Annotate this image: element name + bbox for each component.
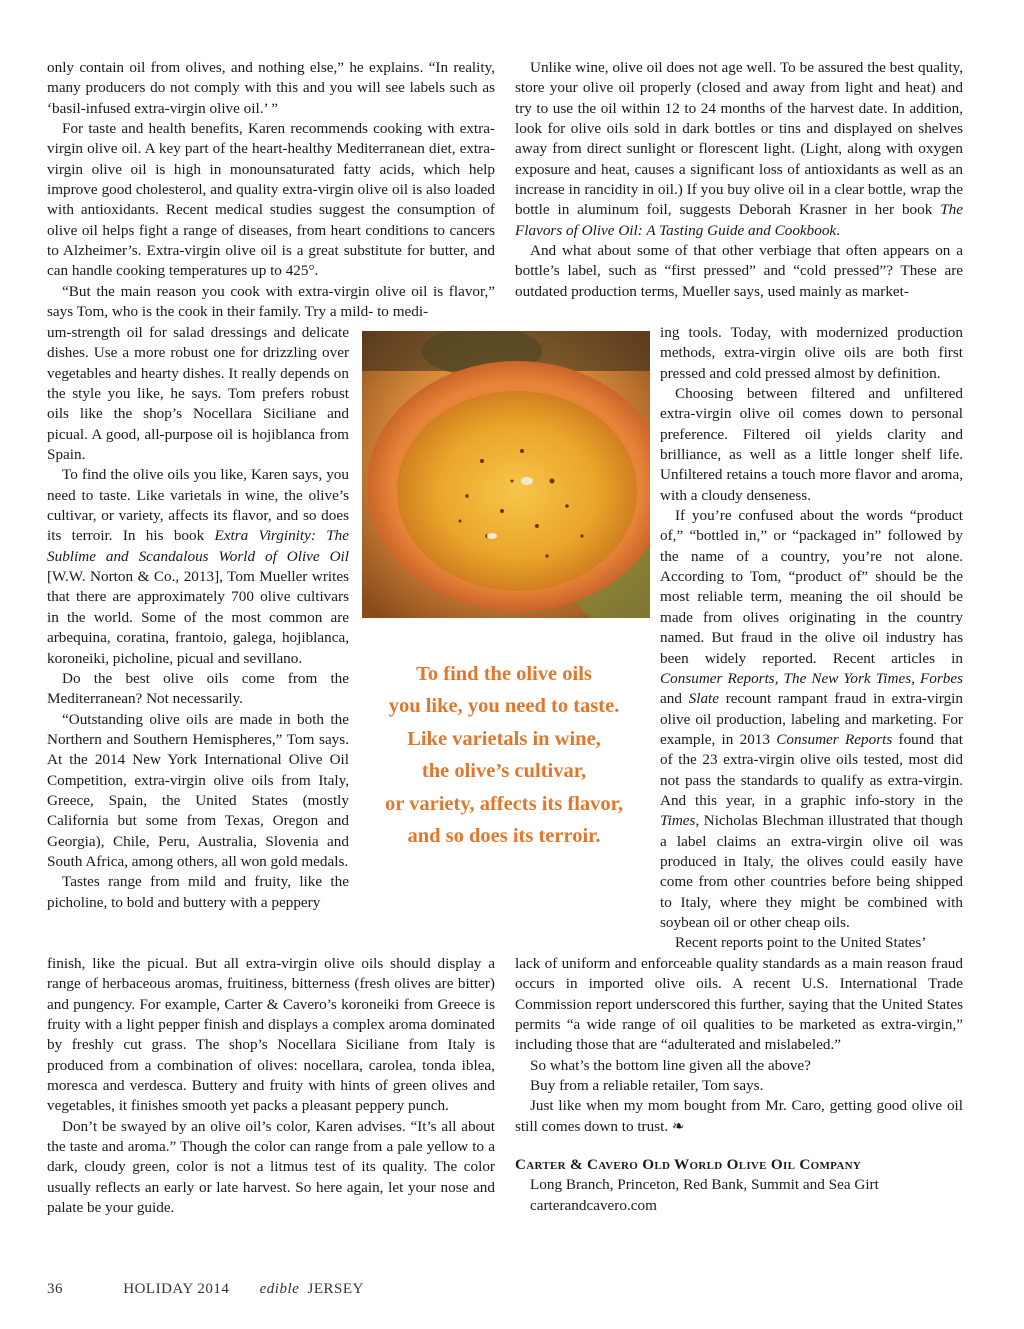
book-title: The Flavors of Olive Oil: A Tasting Guide and Cookbook [515,201,964,239]
page-number: 36 [47,1281,63,1297]
pull-quote-line: the olive’s cultivar, [421,760,587,783]
pull-quote-line: To find the olive oils [416,663,592,685]
paragraph-text: To find the olive oils you like, Karen says, you need to taste. Like varietals in wine, the olive’s cultivar, or variety, affects its flavor, and so does its terroir. In his book [47,466,349,545]
paragraph: And what about some of that other verbiage that often appears on a bottle’s label, such as “first pressed” and “cold pressed”? These are outdated production terms, Mueller says, used mainly as market- [515,242,963,300]
paragraph-text: recount rampant fraud in extra-virgin olive oil production, labeling and marketing. For example, in 2013 [660,690,963,748]
paragraph: finish, like the picual. But all extra-virgin olive oils should display a range of herbaceous aromas, fruitiness, bitterness (fresh olives are bitter) and pungency. For example, Carter & Cavero’s koroneiki from Greece is fruity with a light pepper finish and displays a complex aroma dominated by freshly cut grass. The shop’s Nocellara Siciliane from Italy is produced from a combination of olives: nocellara, carolea, tonda iblea, moresca and verdesca. Buttery and fruity with hints of green olives and vegetables, it finishes smooth yet packs a pleasant peppery punch. [47,955,495,1115]
right-column [515,58,963,302]
publication-name: Slate [688,690,719,708]
credit-url: carterandcavero.com [530,1196,657,1214]
olive-oil-bowl-photo [362,331,650,618]
paragraph-text: , Nicholas Blechman illustrated that though a label claims an extra-virgin olive oil was produced in Italy, the olives could easily have come from other countries before being shipped to Italy, where they might be combined with soybean oil or other cheap oils. [660,812,963,931]
right-narrow-column [660,323,963,954]
right-bottom-column [515,954,963,1216]
publication-name: Times [660,812,696,830]
publication-names: Consumer Reports, The New York Times, Forbes [660,669,963,687]
paragraph-text: [W.W. Norton & Co., 2013], Tom Mueller writes that there are approximately 700 olive cultivars in the world. Some of the most common are arbequina, coratina, frantoio, galega, hojiblanca, koroneiki, picholine, picual and sevillano. [47,568,349,667]
paragraph: For taste and health benefits, Karen recommends cooking with extra-virgin olive oil. A key part of the heart-healthy Mediterranean diet, extra-virgin olive oil is high in monounsaturated fatty acids, which help improve good cholesterol, and quality extra-virgin olive oil is also loaded with antioxidants. Recent medical studies suggest the consumption of olive oil helps fight a range of diseases, from heart conditions to cancers to Alzheimer’s. Extra-virgin olive oil is a great substitute for butter, and can handle cooking temperatures up to 425°. [47,120,495,280]
paragraph [660,506,963,933]
left-narrow-column [47,323,349,913]
paragraph: Just like when my mom bought from Mr. Caro, getting good olive oil still comes down to trust. ❧ [515,1097,963,1135]
paragraph-text: Unlike wine, olive oil does not age well. To be assured the best quality, store your olive oil properly (closed and away from light and heat) and try to use the oil within 12 to 24 months of the harvest date. In addition, look for olive oils sold in dark bottles or tins and displayed on shelves away from direct sunlight or florescent light. (Light, along with oxygen exposure and heat, causes a significant loss of antioxidants as well as an increase in rancidity in oil.) If you buy olive oil in a clear bottle, wrap the bottle in aluminum foil, suggests Deborah Krasner in her book [515,59,963,219]
paragraph: “Outstanding olive oils are made in both the Northern and Southern Hemispheres,” Tom says. At the 2014 New York International Olive Oil Competition, extra-virgin olive oils from Italy, Greece, Spain, the United States (mostly California but some from Texas, Oregon and Georgia), Chile, Peru, Australia, Slovenia and South Africa, among others, all won gold medals. [47,710,349,870]
left-bottom-column [47,954,495,1218]
pull-quote-line: you like, you need to taste. [388,695,620,718]
book-title: Extra Virginity: The Sublime and Scandalous World of Olive Oil [47,527,349,565]
publication-name: Consumer Reports [776,730,893,748]
page-footer [47,1281,364,1298]
paragraph: Do the best olive oils come from the Mediterranean? Not necessarily. [47,669,349,708]
olive-oil-bowl-illustration [362,331,650,618]
paragraph: Tastes range from mild and fruity, like the picholine, to bold and buttery with a peppery [47,873,349,911]
credit-company-name: Carter & Cavero Old World Olive Oil Company [515,1156,862,1174]
pull-quote-line: Like varietals in wine, [407,727,601,750]
paragraph-text: found that of the 23 extra-virgin olive oils tested, most did not pass the standards to qualify as extra-virgin. And this year, in a graphic info-story in the [660,730,963,809]
paragraph: ing tools. Today, with modernized production methods, extra-virgin olive oils are both first pressed and cold pressed almost by definition. [660,324,963,382]
paragraph-text: and [660,690,682,708]
paragraph-text: If you’re confused about the words “product of,” “bottled in,” or “packaged in” followed by the name of a country, you’re not alone. According to Tom, “product of” should be the most reliable term, meaning the oil should be made from olives originating in the country named. But fraud in the olive oil industry has been widely reported. Recent articles in [660,507,963,667]
paragraph: “But the main reason you cook with extra-virgin olive oil is flavor,” says Tom, who is the cook in their family. Try a mild- to medi- [47,282,495,321]
brand-jersey: JERSEY [307,1281,364,1297]
paragraph: So what’s the bottom line given all the above? [530,1056,811,1074]
credit-locations: Long Branch, Princeton, Red Bank, Summit and Sea Girt [530,1176,879,1194]
paragraph: Unlike wine, olive oil does not age well. To be assured the best quality, store your olive oil properly (closed and away from light and heat) and try to use the oil within 12 to 24 months of the harvest date. In addition, look for olive oils sold in dark bottles or tins and displayed on shelves away from direct sunlight or florescent light. (Light, along with oxygen exposure and heat, causes a significant loss of antioxidants as well as an increase in rancidity in oil.) If you buy olive oil in a clear bottle, wrap the bottle in aluminum foil, suggests Deborah Krasner in her book The Flavors of Olive Oil: A Tasting Guide and Cookbook. [515,59,964,239]
pull-quote-line: or variety, affects its flavor, [385,792,623,815]
issue-label: HOLIDAY 2014 [123,1281,230,1297]
paragraph: lack of uniform and enforceable quality standards as a main reason fraud occurs in imported olive oils. A recent U.S. International Trade Commission report underscored this further, saying that the United States permits “a wide range of oil qualities to be marketed as extra-virgin,” including those that are “adulterated and mislabeled.” [515,955,963,1054]
pull-quote [383,658,625,852]
left-column [47,58,495,322]
brand-edible: edible [259,1281,300,1297]
paragraph: Buy from a reliable retailer, Tom says. [530,1077,764,1095]
paragraph: Choosing between filtered and unfiltered extra-virgin olive oil comes down to personal preference. Filtered oil yields clarity and brilliance, as well as a little longer shelf life. Unfiltered retains a touch more flavor and aroma, with a cloudy denseness. [660,385,963,504]
paragraph: only contain oil from olives, and nothing else,” he explains. “In reality, many producers do not comply with this and you will see labels such as ‘basil-infused extra-virgin olive oil.’ ” [47,59,495,117]
paragraph: um-strength oil for salad dressings and delicate dishes. Use a more robust one for drizzling over vegetables and hearty dishes. It really depends on the style you like, he says. Tom prefers robust oils like the shop’s Nocellara Siciliane and picual. A good, all-purpose oil is hojiblanca from Spain. [47,324,349,464]
paragraph [47,465,349,668]
paragraph: Recent reports point to the United States’ [675,934,927,952]
spacer [515,1137,963,1155]
paragraph: Don’t be swayed by an olive oil’s color, Karen advises. “It’s all about the taste and aroma.” Though the color can range from a pale yellow to a dark, cloudy green, color is not a litmus test of its quality. The color usually reflects an early or late harvest. So here again, let your nose and palate be your guide. [47,1117,495,1217]
pull-quote-line: and so does its terroir. [407,825,601,848]
